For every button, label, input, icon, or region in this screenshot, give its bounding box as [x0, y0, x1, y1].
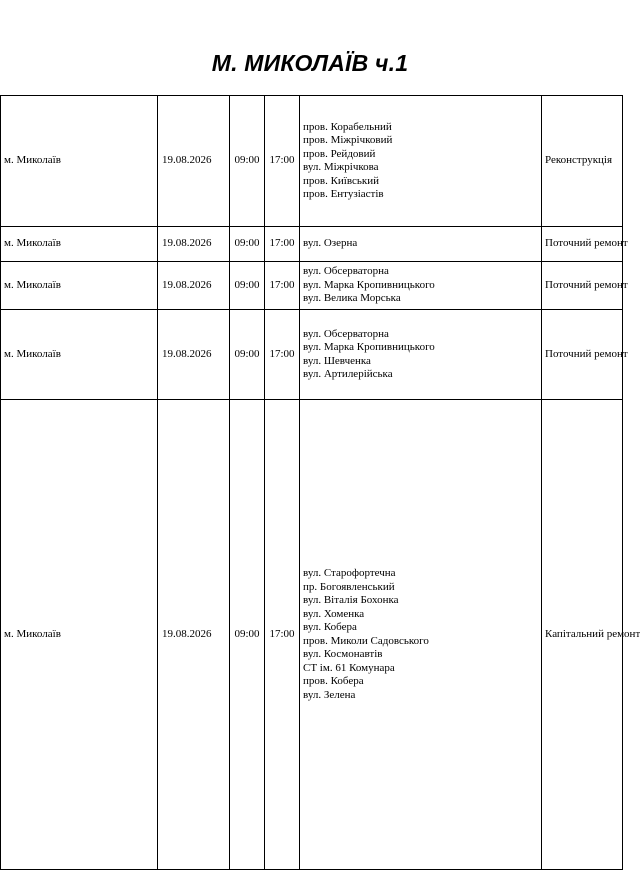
- streets-cell: [300, 96, 542, 227]
- outage-schedule-table: [0, 95, 640, 870]
- date-cell: 19.08.2026: [158, 227, 230, 262]
- street-name: пров. Міжрічковий: [303, 134, 393, 146]
- street-name: вул. Обсерваторна: [303, 265, 389, 278]
- streets-cell: [300, 262, 542, 310]
- city-cell: м. Миколаїв: [1, 262, 158, 310]
- work-type-cell: Капітальний ремонт: [542, 400, 623, 870]
- street-name: вул. Віталія Бохонка: [303, 594, 399, 606]
- end-time-cell: 17:00: [265, 400, 300, 870]
- city-cell: м. Миколаїв: [1, 96, 158, 227]
- street-name: вул. Зелена: [303, 688, 356, 701]
- streets-cell: [300, 400, 542, 870]
- work-type-cell: Поточний ремонт: [542, 262, 623, 310]
- table-row: [1, 227, 623, 262]
- street-name: вул. Кобера: [303, 621, 357, 633]
- street-name: пров. Кобера: [303, 675, 364, 687]
- start-time-cell: 09:00: [230, 227, 265, 262]
- table-row: [1, 310, 623, 400]
- work-type-cell: Реконструкція: [542, 96, 623, 227]
- page-title: М. МИКОЛАЇВ ч.1: [211, 50, 409, 76]
- start-time-cell: 09:00: [230, 96, 265, 227]
- street-name: СТ ім. 61 Комунара: [303, 661, 395, 674]
- table-row: [1, 400, 623, 870]
- end-time-cell: 17:00: [265, 262, 300, 310]
- date-cell: 19.08.2026: [158, 400, 230, 870]
- street-name: пров. Корабельний: [303, 120, 392, 133]
- date-cell: 19.08.2026: [158, 310, 230, 400]
- street-name: пр. Богоявленський: [303, 580, 395, 593]
- start-time-cell: 09:00: [230, 262, 265, 310]
- street-name: вул. Шевченка: [303, 354, 371, 367]
- city-cell: м. Миколаїв: [1, 310, 158, 400]
- street-name: вул. Космонавтів: [303, 648, 383, 660]
- table-row: [1, 262, 623, 310]
- street-name: вул. Озерна: [303, 237, 358, 250]
- city-cell: м. Миколаїв: [1, 227, 158, 262]
- date-cell: 19.08.2026: [158, 262, 230, 310]
- end-time-cell: 17:00: [265, 96, 300, 227]
- street-name: пров. Київський: [303, 174, 380, 187]
- work-type-cell: Поточний ремонт: [542, 310, 623, 400]
- start-time-cell: 09:00: [230, 400, 265, 870]
- table-row: [1, 96, 623, 227]
- work-type-cell: Поточний ремонт: [542, 227, 623, 262]
- date-cell: 19.08.2026: [158, 96, 230, 227]
- street-name: вул. Міжрічкова: [303, 161, 379, 173]
- streets-cell: [300, 310, 542, 400]
- table-body: [1, 96, 640, 870]
- street-name: вул. Марка Кропивницького: [303, 341, 435, 353]
- end-time-cell: 17:00: [265, 310, 300, 400]
- street-name: вул. Артилерійська: [303, 368, 393, 380]
- street-name: вул. Хоменка: [303, 607, 365, 620]
- street-name: пров. Рейдовий: [303, 147, 376, 160]
- end-time-cell: 17:00: [265, 227, 300, 262]
- street-name: вул. Обсерваторна: [303, 327, 389, 340]
- street-name: вул. Старофортечна: [303, 567, 396, 579]
- streets-cell: [300, 227, 542, 262]
- street-name: вул. Марка Кропивницького: [303, 278, 435, 291]
- street-name: пров. Миколи Садовського: [303, 634, 429, 647]
- street-name: вул. Велика Морська: [303, 292, 401, 305]
- start-time-cell: 09:00: [230, 310, 265, 400]
- street-name: пров. Ентузіастів: [303, 188, 384, 200]
- city-cell: м. Миколаїв: [1, 400, 158, 870]
